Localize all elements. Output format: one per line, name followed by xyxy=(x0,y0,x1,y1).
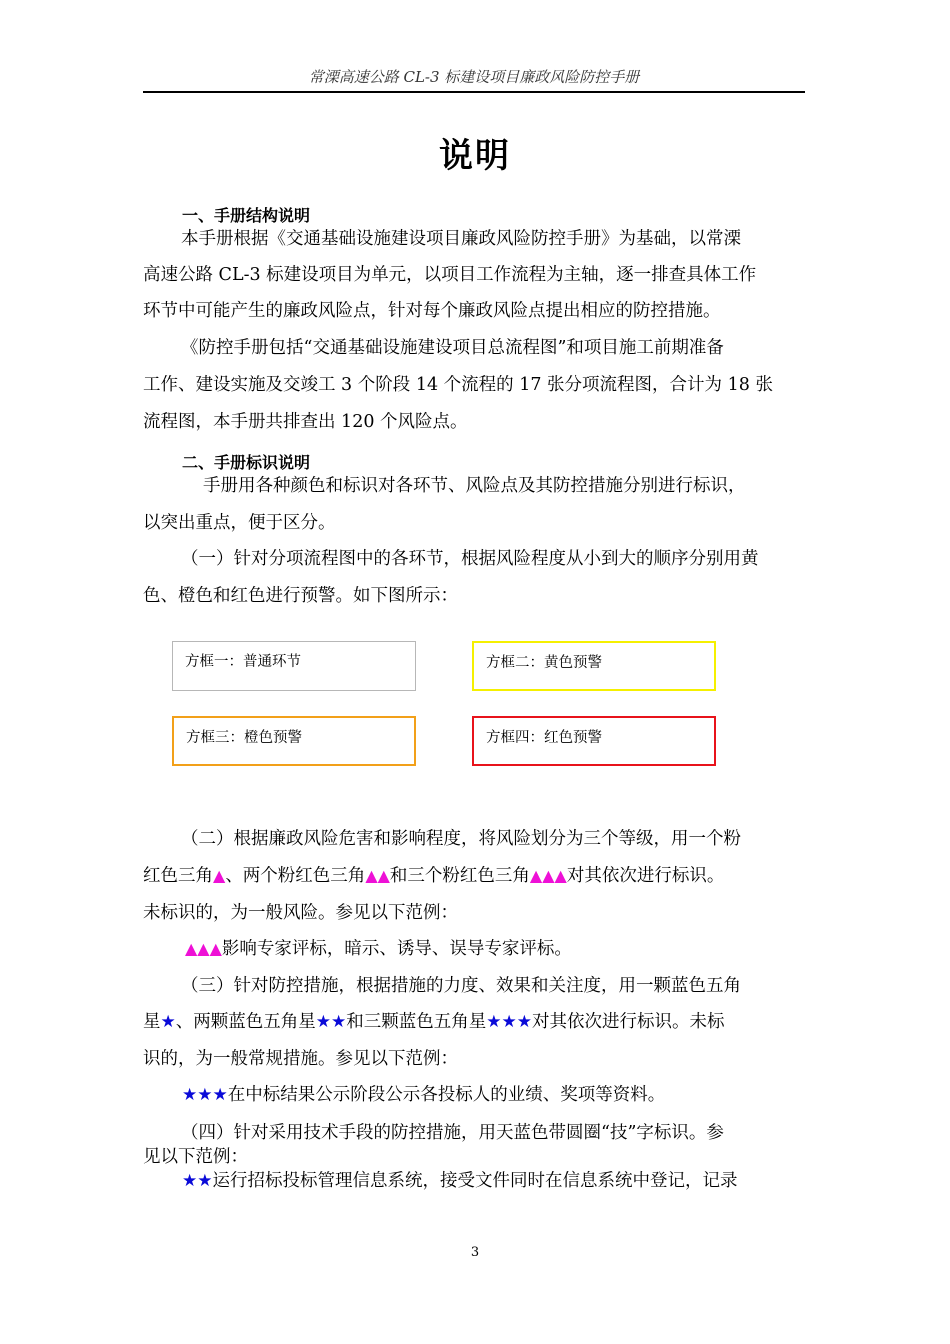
header-rule xyxy=(143,91,805,93)
red-warning-box: 方框四：红色预警 xyxy=(472,716,716,766)
document-title: 说明 xyxy=(439,136,511,176)
part4-example: ★★运行招标投标管理信息系统，接受文件同时在信息系统中登记，记录 xyxy=(182,1171,738,1191)
one-star-icon: ★ xyxy=(160,1012,176,1032)
section2-line: （一）针对分项流程图中的各环节，根据风险程度从小到大的顺序分别用黄 xyxy=(181,549,759,569)
yellow-warning-box: 方框二：黄色预警 xyxy=(472,641,716,691)
orange-warning-box: 方框三：橙色预警 xyxy=(172,716,416,766)
section2-line: 色、橙色和红色进行预警。如下图所示： xyxy=(143,586,458,606)
section2-heading: 二、手册标识说明 xyxy=(182,453,311,472)
one-triangle-icon: ▲ xyxy=(213,866,226,885)
part3-example: ★★★在中标结果公示阶段公示各投标人的业绩、奖项等资料。 xyxy=(182,1085,666,1105)
part2-line: 未标识的，为一般风险。参见以下范例： xyxy=(143,903,458,923)
section2-line: 以突出重点，便于区分。 xyxy=(143,513,336,533)
part3-line: 识的，为一般常规措施。参见以下范例： xyxy=(143,1049,458,1069)
two-star-icon: ★★ xyxy=(315,1012,347,1032)
section1-line: 工作、建设实施及交竣工 3 个阶段 14 个流程的 17 张分项流程图，合计为 18 张 xyxy=(143,375,773,395)
three-star-icon: ★★★ xyxy=(486,1012,532,1032)
plain-box: 方框一：普通环节 xyxy=(172,641,416,691)
three-triangle-icon: ▲▲▲ xyxy=(529,866,567,885)
part4-line: 见以下范例： xyxy=(143,1147,248,1167)
part2-example: ▲▲▲影响专家评标，暗示、诱导、误导专家评标。 xyxy=(185,939,572,959)
part3-line: 星★、两颗蓝色五角星★★和三颗蓝色五角星★★★对其依次进行标识。未标 xyxy=(143,1012,725,1032)
three-star-icon: ★★★ xyxy=(182,1085,228,1105)
section1-line: 环节中可能产生的廉政风险点，针对每个廉政风险点提出相应的防控措施。 xyxy=(143,301,721,321)
two-triangle-icon: ▲▲ xyxy=(365,866,390,885)
section2-line: 手册用各种颜色和标识对各环节、风险点及其防控措施分别进行标识， xyxy=(203,476,746,496)
three-triangle-icon: ▲▲▲ xyxy=(185,939,222,958)
section1-heading: 一、手册结构说明 xyxy=(182,206,311,225)
part3-line: （三）针对防控措施，根据措施的力度、效果和关注度，用一颗蓝色五角 xyxy=(181,976,741,996)
section1-line: 本手册根据《交通基础设施建设项目廉政风险防控手册》为基础，以常溧 xyxy=(181,229,741,249)
page-number: 3 xyxy=(470,1245,480,1260)
part2-line: 红色三角▲、两个粉红色三角▲▲和三个粉红色三角▲▲▲对其依次进行标识。 xyxy=(143,866,725,886)
section1-line: 《防控手册包括“交通基础设施建设项目总流程图”和项目施工前期准备 xyxy=(181,338,724,358)
part4-line: （四）针对采用技术手段的防控措施，用天蓝色带圆圈“技”字标识。参 xyxy=(181,1123,724,1143)
two-star-icon: ★★ xyxy=(182,1171,213,1191)
section1-line: 高速公路 CL-3 标建设项目为单元，以项目工作流程为主轴，逐一排查具体工作 xyxy=(143,265,757,285)
part2-line: （二）根据廉政风险危害和影响程度，将风险划分为三个等级，用一个粉 xyxy=(181,829,741,849)
section1-line: 流程图，本手册共排查出 120 个风险点。 xyxy=(143,412,468,432)
running-header: 常溧高速公路 CL-3 标建设项目廉政风险防控手册 xyxy=(308,68,640,86)
